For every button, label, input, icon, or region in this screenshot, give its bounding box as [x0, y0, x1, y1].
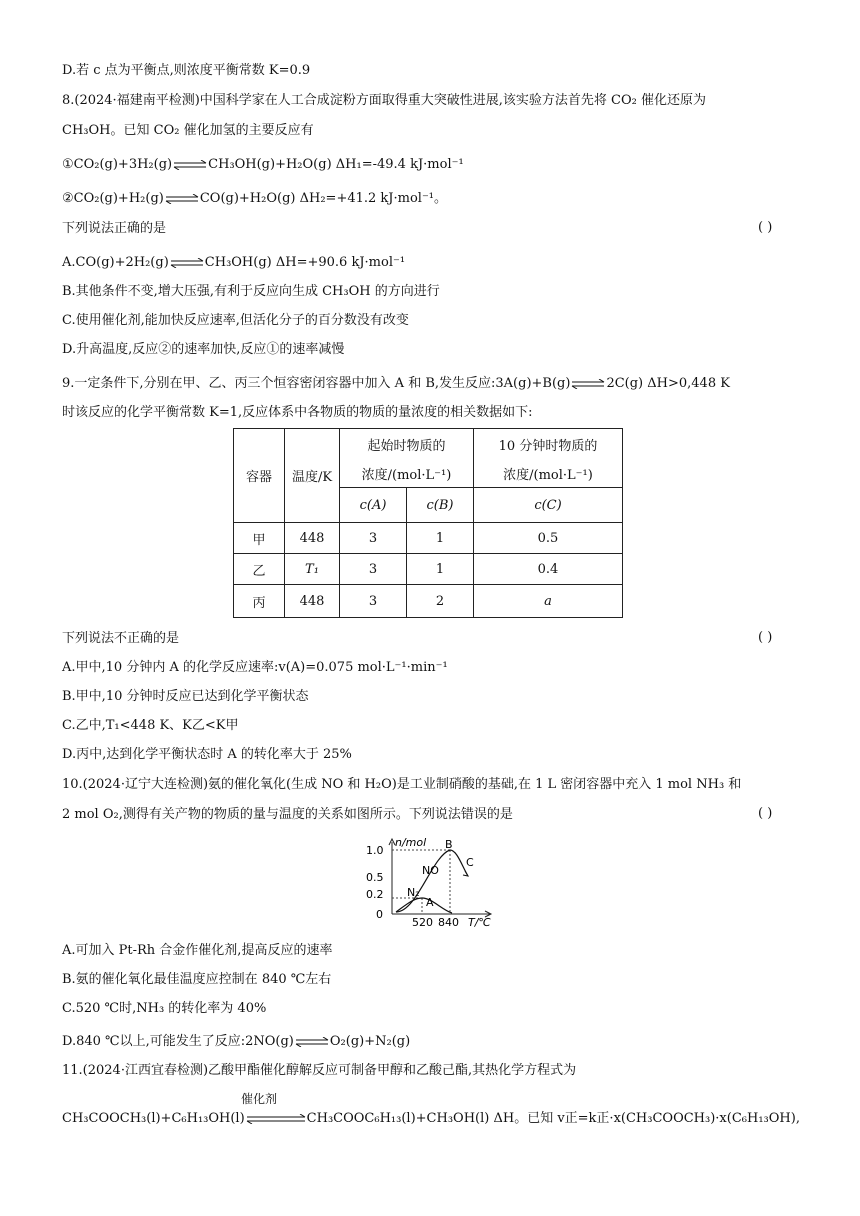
q10-d-left: D.840 ℃以上,可能发生了反应:2NO(g) — [62, 1034, 294, 1049]
y-axis-label: n/mol — [395, 836, 427, 849]
header-cC: c(C) — [474, 488, 623, 523]
q7-option-d: D.若 c 点为平衡点,则浓度平衡常数 K=0.9 — [62, 63, 311, 78]
q8-r1-left: ①CO₂(g)+3H₂(g) — [62, 157, 173, 172]
cell-cB: 2 — [407, 585, 474, 618]
equilibrium-arrow-icon — [295, 1037, 329, 1047]
cell-temp: T₁ — [285, 554, 340, 585]
header-end-line2: 浓度/(mol·L⁻¹) — [474, 459, 623, 488]
q8-option-b: B.其他条件不变,增大压强,有利于反应向生成 CH₃OH 的方向进行 — [62, 284, 440, 299]
cell-cC: a — [474, 585, 623, 618]
q8-stem-line2: CH₃OH。已知 CO₂ 催化加氢的主要反应有 — [62, 123, 314, 138]
cell-temp: 448 — [285, 585, 340, 618]
q10-d-right: O₂(g)+N₂(g) — [329, 1034, 411, 1049]
equilibrium-arrow-icon — [170, 258, 204, 268]
cell-cC: 0.4 — [474, 554, 623, 585]
q10-stem-line2: 2 mol O₂,测得有关产物的物质的量与温度的关系如图所示。下列说法错误的是 — [62, 807, 513, 822]
q11-stem-line1: 11.(2024·江西宜春检测)乙酸甲酯催化醇解反应可制备甲醇和乙酸己酯,其热化学方程式为 — [62, 1063, 577, 1078]
y-tick: 0.2 — [366, 888, 384, 901]
header-cB: c(B) — [407, 488, 474, 523]
n2-curve — [396, 898, 452, 913]
q9-data-table — [233, 428, 623, 618]
q10-answer-paren: ( ) — [758, 806, 773, 821]
q9-option-d: D.丙中,达到化学平衡状态时 A 的转化率大于 25% — [62, 747, 352, 762]
q9-stem-right: 2C(g) ΔH>0,448 K — [606, 376, 730, 391]
curve-label-n2: N₂ — [407, 886, 420, 899]
cell-cB: 1 — [407, 554, 474, 585]
cell-temp: 448 — [285, 523, 340, 554]
equilibrium-arrow-icon — [571, 379, 605, 389]
point-label-b: B — [445, 838, 453, 851]
curve-label-no: NO — [422, 864, 439, 877]
equilibrium-arrow-icon — [246, 1114, 306, 1124]
q11-eq-left: CH₃COOCH₃(l)+C₆H₁₃OH(l) — [62, 1111, 245, 1126]
cell-cC: 0.5 — [474, 523, 623, 554]
y-tick: 0 — [376, 908, 383, 921]
x-tick: 840 — [438, 916, 459, 929]
q11-eq-right: CH₃COOC₆H₁₃(l)+CH₃OH(l) ΔH。已知 v正=k正·x(CH₃COOCH₃)·x(C₆H₁₃OH), — [306, 1111, 800, 1126]
q8-a-left: A.CO(g)+2H₂(g) — [62, 255, 169, 270]
q10-option-b: B.氨的催化氧化最佳温度应控制在 840 ℃左右 — [62, 972, 332, 987]
equilibrium-arrow-icon — [165, 194, 199, 204]
cell-container: 甲 — [234, 523, 285, 554]
cell-cA: 3 — [340, 554, 407, 585]
q8-r1-right: CH₃OH(g)+H₂O(g) ΔH₁=-49.4 kJ·mol⁻¹ — [208, 157, 464, 172]
q8-reaction-1 — [62, 156, 464, 174]
q8-r2-left: ②CO₂(g)+H₂(g) — [62, 191, 164, 206]
q8-option-c: C.使用催化剂,能加快反应速率,但活化分子的百分数没有改变 — [62, 313, 409, 328]
q10-option-a: A.可加入 Pt-Rh 合金作催化剂,提高反应的速率 — [62, 943, 333, 958]
q8-answer-paren: ( ) — [758, 220, 773, 235]
y-tick: 1.0 — [366, 844, 384, 857]
table-row — [234, 554, 623, 585]
q8-option-a — [62, 254, 405, 272]
header-end-line1: 10 分钟时物质的 — [474, 429, 623, 460]
q9-option-a: A.甲中,10 分钟内 A 的化学反应速率:v(A)=0.075 mol·L⁻¹·min⁻¹ — [62, 660, 448, 675]
q11-catalyst-label: 催化剂 — [241, 1092, 278, 1106]
cell-cA: 3 — [340, 585, 407, 618]
table-row — [234, 523, 623, 554]
q10-graph — [362, 836, 502, 930]
point-label-c: C — [466, 856, 474, 869]
table-row — [234, 585, 623, 618]
q9-answer-paren: ( ) — [758, 630, 773, 645]
q8-r2-right: CO(g)+H₂O(g) ΔH₂=+41.2 kJ·mol⁻¹。 — [199, 191, 448, 206]
q8-option-d: D.升高温度,反应②的速率加快,反应①的速率减慢 — [62, 342, 345, 357]
y-tick: 0.5 — [366, 871, 384, 884]
q8-stem-line1: 8.(2024·福建南平检测)中国科学家在人工合成淀粉方面取得重大突破性进展,该实验方法首先将 CO₂ 催化还原为 — [62, 93, 706, 108]
q8-a-right: CH₃OH(g) ΔH=+90.6 kJ·mol⁻¹ — [204, 255, 406, 270]
header-start-line1: 起始时物质的 — [340, 429, 474, 460]
header-container: 容器 — [234, 429, 285, 523]
q10-stem-line1: 10.(2024·辽宁大连检测)氨的催化氧化(生成 NO 和 H₂O)是工业制硝酸的基础,在 1 L 密闭容器中充入 1 mol NH₃ 和 — [62, 777, 742, 792]
q9-ask: 下列说法不正确的是 — [62, 631, 180, 646]
q8-ask: 下列说法正确的是 — [62, 221, 167, 236]
x-axis-label: T/℃ — [468, 916, 491, 929]
header-cA: c(A) — [340, 488, 407, 523]
q9-stem-line1 — [62, 375, 730, 393]
cell-container: 丙 — [234, 585, 285, 618]
equilibrium-arrow-icon — [173, 160, 207, 170]
header-temperature: 温度/K — [285, 429, 340, 523]
cell-cA: 3 — [340, 523, 407, 554]
cell-cB: 1 — [407, 523, 474, 554]
q8-reaction-2 — [62, 190, 447, 208]
q9-stem-line2: 时该反应的化学平衡常数 K=1,反应体系中各物质的物质的量浓度的相关数据如下: — [62, 405, 533, 420]
x-tick: 520 — [412, 916, 433, 929]
header-start-line2: 浓度/(mol·L⁻¹) — [340, 459, 474, 488]
q10-option-d — [62, 1033, 410, 1051]
q9-option-b: B.甲中,10 分钟时反应已达到化学平衡状态 — [62, 689, 309, 704]
cell-container: 乙 — [234, 554, 285, 585]
q9-stem-left: 9.一定条件下,分别在甲、乙、丙三个恒容密闭容器中加入 A 和 B,发生反应:3A(g)+B(g) — [62, 376, 571, 391]
q9-option-c: C.乙中,T₁<448 K、K乙<K甲 — [62, 718, 239, 733]
q11-equation — [62, 1110, 800, 1128]
q10-option-c: C.520 ℃时,NH₃ 的转化率为 40% — [62, 1001, 267, 1016]
point-label-a: A — [426, 896, 434, 909]
